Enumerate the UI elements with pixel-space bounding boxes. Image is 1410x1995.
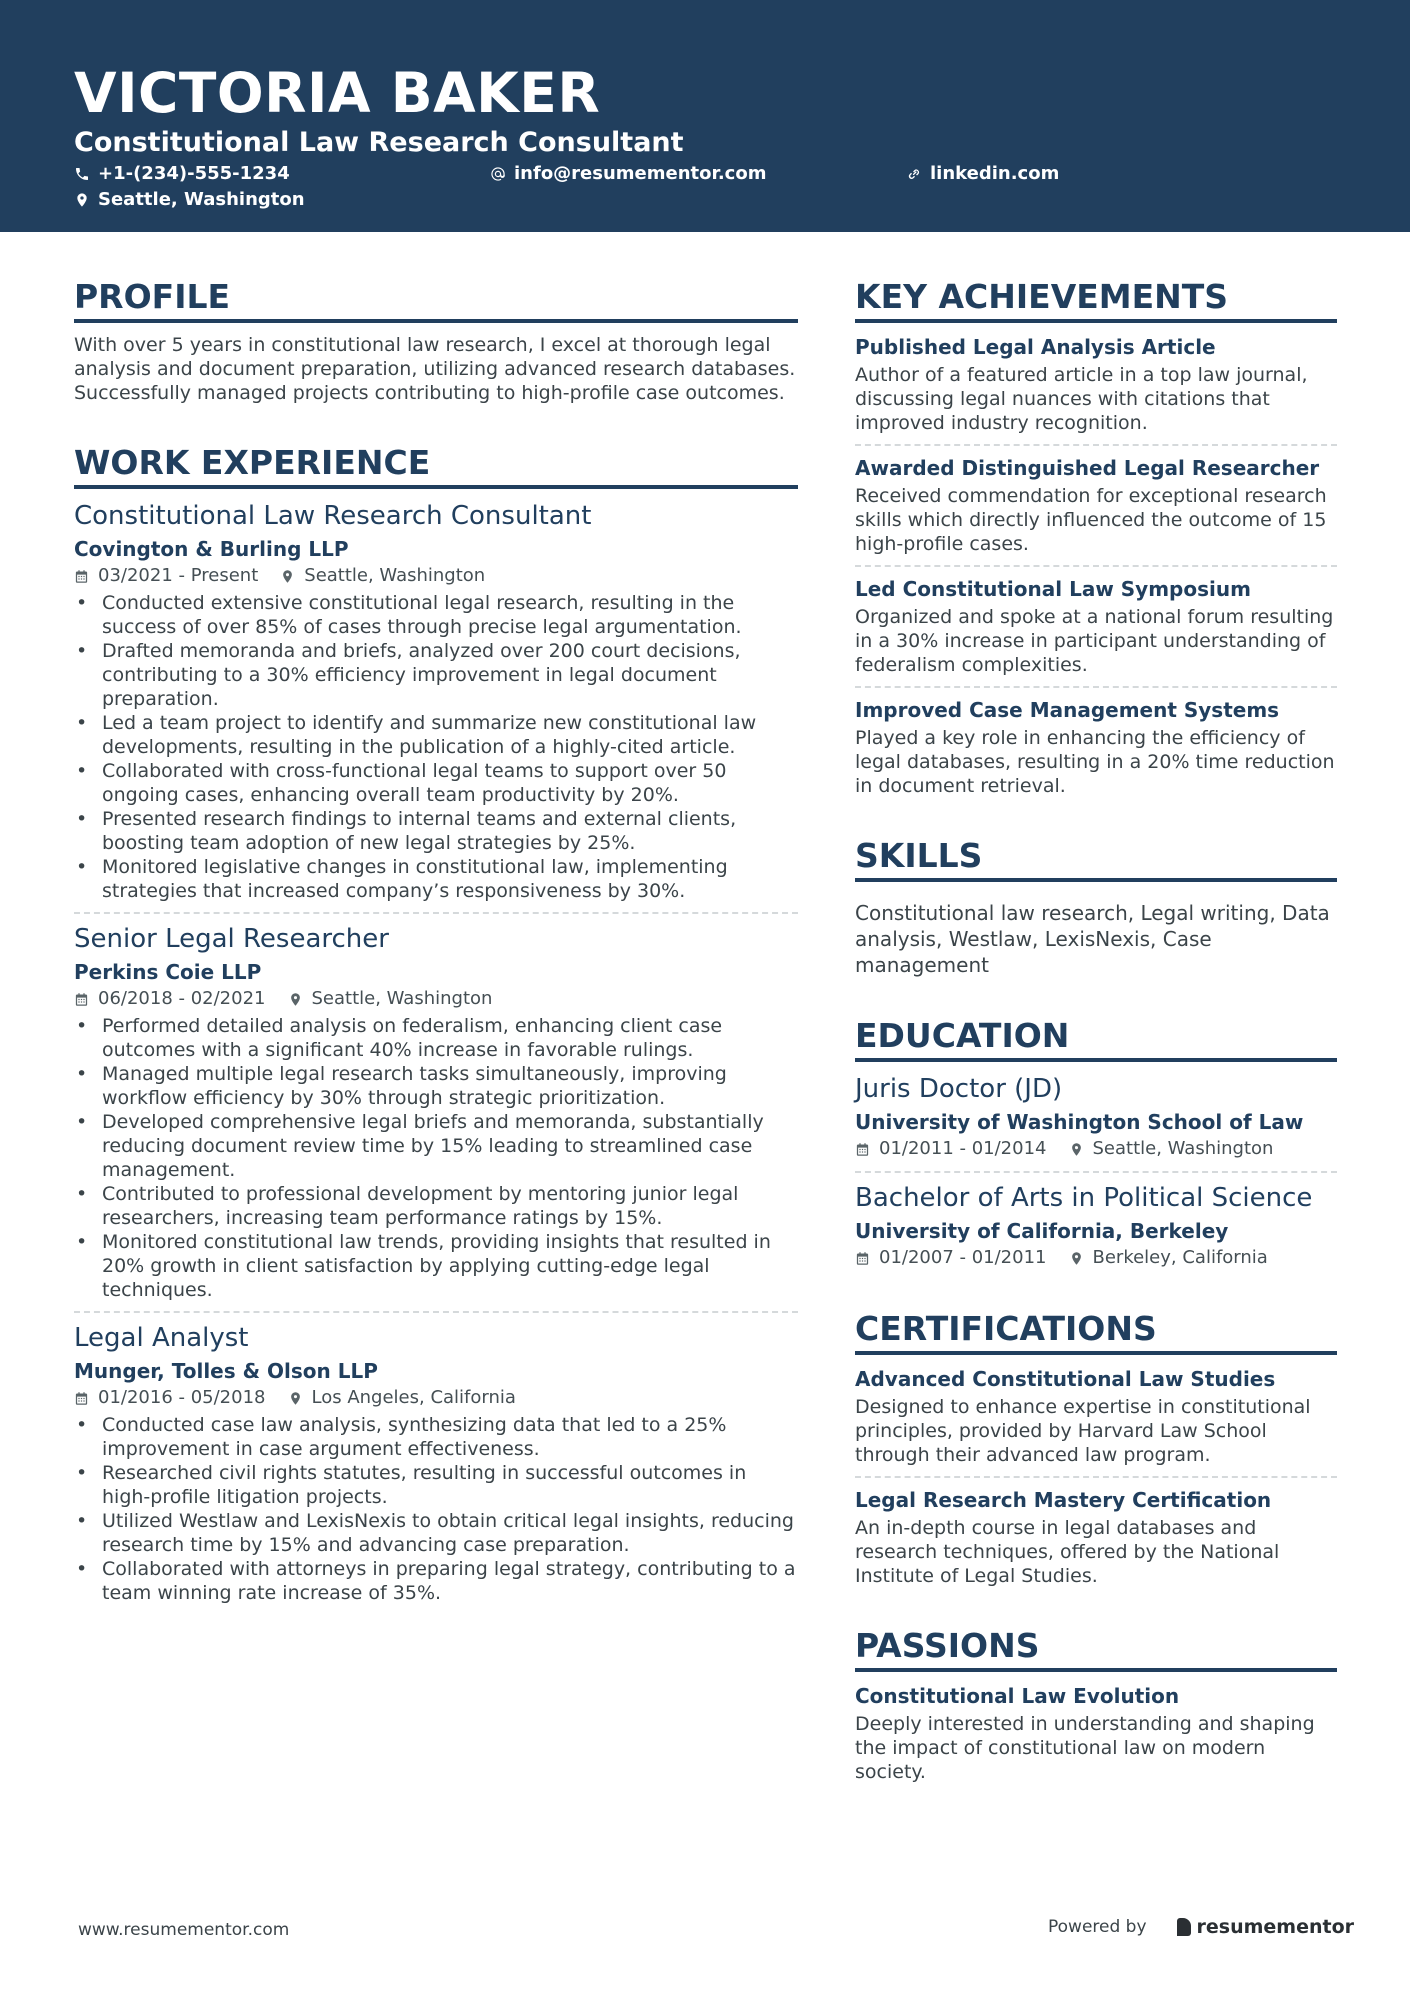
divider <box>74 912 798 914</box>
divider <box>855 1171 1337 1173</box>
edu-dates: 01/2007 - 01/2011 <box>879 1247 1047 1268</box>
section-heading: PROFILE <box>74 275 798 323</box>
edu-degree: Bachelor of Arts in Political Science <box>855 1183 1313 1213</box>
calendar-icon <box>855 1251 870 1266</box>
divider <box>855 565 1337 567</box>
email-text: info@resumementor.com <box>514 163 767 184</box>
list-item: • Collaborated with attorneys in preparing legal strategy, contributing to a team winning rate increase of 35%. <box>74 1557 798 1605</box>
achievement-desc: Played a key role in enhancing the efficiency of legal databases, resulting in a 20% time reduction in document retrieval. <box>855 727 1335 797</box>
job-role: Constitutional Law Research Consultant <box>74 501 592 531</box>
contact-linkedin[interactable] <box>906 162 1059 186</box>
contact-phone[interactable] <box>74 162 290 186</box>
list-item: • Monitored constitutional law trends, providing insights that resulted in 20% growth in client satisfaction by applying cutting-edge legal techniques. <box>74 1230 798 1302</box>
job-company: Perkins Coie LLP <box>74 960 262 984</box>
calendar-icon <box>74 569 89 584</box>
map-pin-icon <box>74 192 90 208</box>
contact-email[interactable] <box>490 162 766 186</box>
list-item: • Developed comprehensive legal briefs and memoranda, substantially reducing document review time by 15% leading to streamlined case management. <box>74 1110 798 1182</box>
candidate-name: VICTORIA BAKER <box>74 61 601 125</box>
job-dates: 06/2018 - 02/2021 <box>98 988 266 1009</box>
list-item: • Performed detailed analysis on federalism, enhancing client case outcomes with a significant 40% increase in favorable rulings. <box>74 1014 798 1062</box>
passion-title: Constitutional Law Evolution <box>855 1684 1180 1708</box>
at-icon <box>490 166 506 182</box>
job-dates: 01/2016 - 05/2018 <box>98 1387 266 1408</box>
work-experience-section <box>74 441 798 1605</box>
right-column <box>855 275 1337 1820</box>
section-heading: WORK EXPERIENCE <box>74 441 798 489</box>
section-heading: EDUCATION <box>855 1014 1337 1062</box>
profile-section <box>74 275 798 405</box>
map-pin-icon <box>1069 1142 1084 1157</box>
footer-website[interactable]: www.resumementor.com <box>78 1920 290 1940</box>
map-pin-icon <box>1069 1251 1084 1266</box>
achievement-title: Improved Case Management Systems <box>855 698 1280 722</box>
phone-icon <box>74 166 90 182</box>
passions-section <box>855 1624 1337 1784</box>
list-item: • Conducted case law analysis, synthesizing data that led to a 25% improvement in case argument effectiveness. <box>74 1413 798 1461</box>
divider <box>74 1311 798 1313</box>
job-company: Covington & Burling LLP <box>74 537 349 561</box>
job-bullets <box>74 1413 798 1605</box>
left-column <box>74 275 798 1641</box>
powered-by-label: Powered by <box>1048 1917 1147 1937</box>
edu-school: University of California, Berkeley <box>855 1219 1229 1243</box>
job-location: Seattle, Washington <box>304 565 486 586</box>
certification-desc: Designed to enhance expertise in constitutional principles, provided by Harvard Law School through their advanced law program. <box>855 1396 1311 1466</box>
edu-location: Berkeley, California <box>1092 1247 1268 1268</box>
achievement-desc: Organized and spoke at a national forum resulting in a 30% increase in participant understanding of federalism complexities. <box>855 606 1334 676</box>
section-heading: PASSIONS <box>855 1624 1337 1672</box>
job-meta <box>74 986 798 1012</box>
divider <box>855 686 1337 688</box>
brand-name: resumementor <box>1196 1916 1355 1938</box>
divider <box>855 1476 1337 1478</box>
key-achievements-section <box>855 275 1337 798</box>
job-entry <box>74 1321 798 1605</box>
edu-school: University of Washington School of Law <box>855 1110 1304 1134</box>
achievement-title: Published Legal Analysis Article <box>855 335 1216 359</box>
list-item: • Presented research findings to internal teams and external clients, boosting team adoption of new legal strategies by 25%. <box>74 807 798 855</box>
job-bullets <box>74 1014 798 1302</box>
map-pin-icon <box>288 1391 303 1406</box>
certification-title: Legal Research Mastery Certification <box>855 1488 1272 1512</box>
profile-text: With over 5 years in constitutional law research, I excel at thorough legal analysis and document preparation, utilizing advanced research databases. Successfully managed projects contributing to high-profile case outcomes. <box>74 334 796 404</box>
skills-text: Constitutional law research, Legal writing, Data analysis, Westlaw, LexisNexis, Case management <box>855 901 1330 977</box>
link-icon <box>906 166 922 182</box>
achievement-desc: Author of a featured article in a top law journal, discussing legal nuances with citations that improved industry recognition. <box>855 364 1308 434</box>
certification-title: Advanced Constitutional Law Studies <box>855 1367 1276 1391</box>
list-item: • Conducted extensive constitutional legal research, resulting in the success of over 85% of cases through precise legal argumentation. <box>74 591 798 639</box>
candidate-title: Constitutional Law Research Consultant <box>74 127 684 158</box>
brand-mark-icon <box>1177 1918 1191 1936</box>
list-item: • Researched civil rights statutes, resulting in successful outcomes in high-profile litigation projects. <box>74 1461 798 1509</box>
section-heading: KEY ACHIEVEMENTS <box>855 275 1337 323</box>
job-bullets <box>74 591 798 903</box>
edu-meta <box>855 1245 1337 1271</box>
job-role: Legal Analyst <box>74 1323 249 1353</box>
calendar-icon <box>74 992 89 1007</box>
skills-section <box>855 834 1337 978</box>
job-location: Los Angeles, California <box>311 1387 516 1408</box>
job-role: Senior Legal Researcher <box>74 924 389 954</box>
certifications-section <box>855 1307 1337 1588</box>
map-pin-icon <box>280 569 295 584</box>
edu-location: Seattle, Washington <box>1092 1138 1274 1159</box>
section-heading: CERTIFICATIONS <box>855 1307 1337 1355</box>
divider <box>855 444 1337 446</box>
edu-dates: 01/2011 - 01/2014 <box>879 1138 1047 1159</box>
calendar-icon <box>74 1391 89 1406</box>
job-location: Seattle, Washington <box>311 988 493 1009</box>
linkedin-text: linkedin.com <box>930 163 1060 184</box>
achievement-desc: Received commendation for exceptional research skills which directly influenced the outcome of 15 high-profile cases. <box>855 485 1327 555</box>
contact-location <box>74 188 305 212</box>
job-meta <box>74 563 798 589</box>
list-item: • Contributed to professional development by mentoring junior legal researchers, increasing team performance ratings by 15%. <box>74 1182 798 1230</box>
job-company: Munger, Tolles & Olson LLP <box>74 1359 378 1383</box>
list-item: • Managed multiple legal research tasks simultaneously, improving workflow efficiency by 30% through strategic prioritization. <box>74 1062 798 1110</box>
education-section <box>855 1014 1337 1271</box>
edu-meta <box>855 1136 1337 1162</box>
list-item: • Utilized Westlaw and LexisNexis to obtain critical legal insights, reducing research time by 15% and advancing case preparation. <box>74 1509 798 1557</box>
map-pin-icon <box>288 992 303 1007</box>
job-entry <box>74 499 798 903</box>
list-item: • Collaborated with cross-functional legal teams to support over 50 ongoing cases, enhancing overall team productivity by 20%. <box>74 759 798 807</box>
brand-logo[interactable] <box>1177 1916 1355 1938</box>
job-entry <box>74 922 798 1302</box>
location-text: Seattle, Washington <box>98 189 305 210</box>
footer-powered-by <box>1048 1916 1354 1938</box>
certification-desc: An in-depth course in legal databases and research techniques, offered by the National Institute of Legal Studies. <box>855 1517 1280 1587</box>
list-item: • Drafted memoranda and briefs, analyzed over 200 court decisions, contributing to a 30% efficiency improvement in legal document preparation. <box>74 639 798 711</box>
list-item: • Led a team project to identify and summarize new constitutional law developments, resulting in the publication of a highly-cited article. <box>74 711 798 759</box>
edu-degree: Juris Doctor (JD) <box>855 1074 1063 1104</box>
achievement-title: Awarded Distinguished Legal Researcher <box>855 456 1320 480</box>
calendar-icon <box>855 1142 870 1157</box>
passion-desc: Deeply interested in understanding and shaping the impact of constitutional law on modern society. <box>855 1713 1315 1783</box>
resume-header <box>0 0 1410 232</box>
job-meta <box>74 1385 798 1411</box>
section-heading: SKILLS <box>855 834 1337 882</box>
list-item: • Monitored legislative changes in constitutional law, implementing strategies that increased company’s responsiveness by 30%. <box>74 855 798 903</box>
job-dates: 03/2021 - Present <box>98 565 259 586</box>
phone-text: +1-(234)-555-1234 <box>98 163 290 184</box>
achievement-title: Led Constitutional Law Symposium <box>855 577 1251 601</box>
